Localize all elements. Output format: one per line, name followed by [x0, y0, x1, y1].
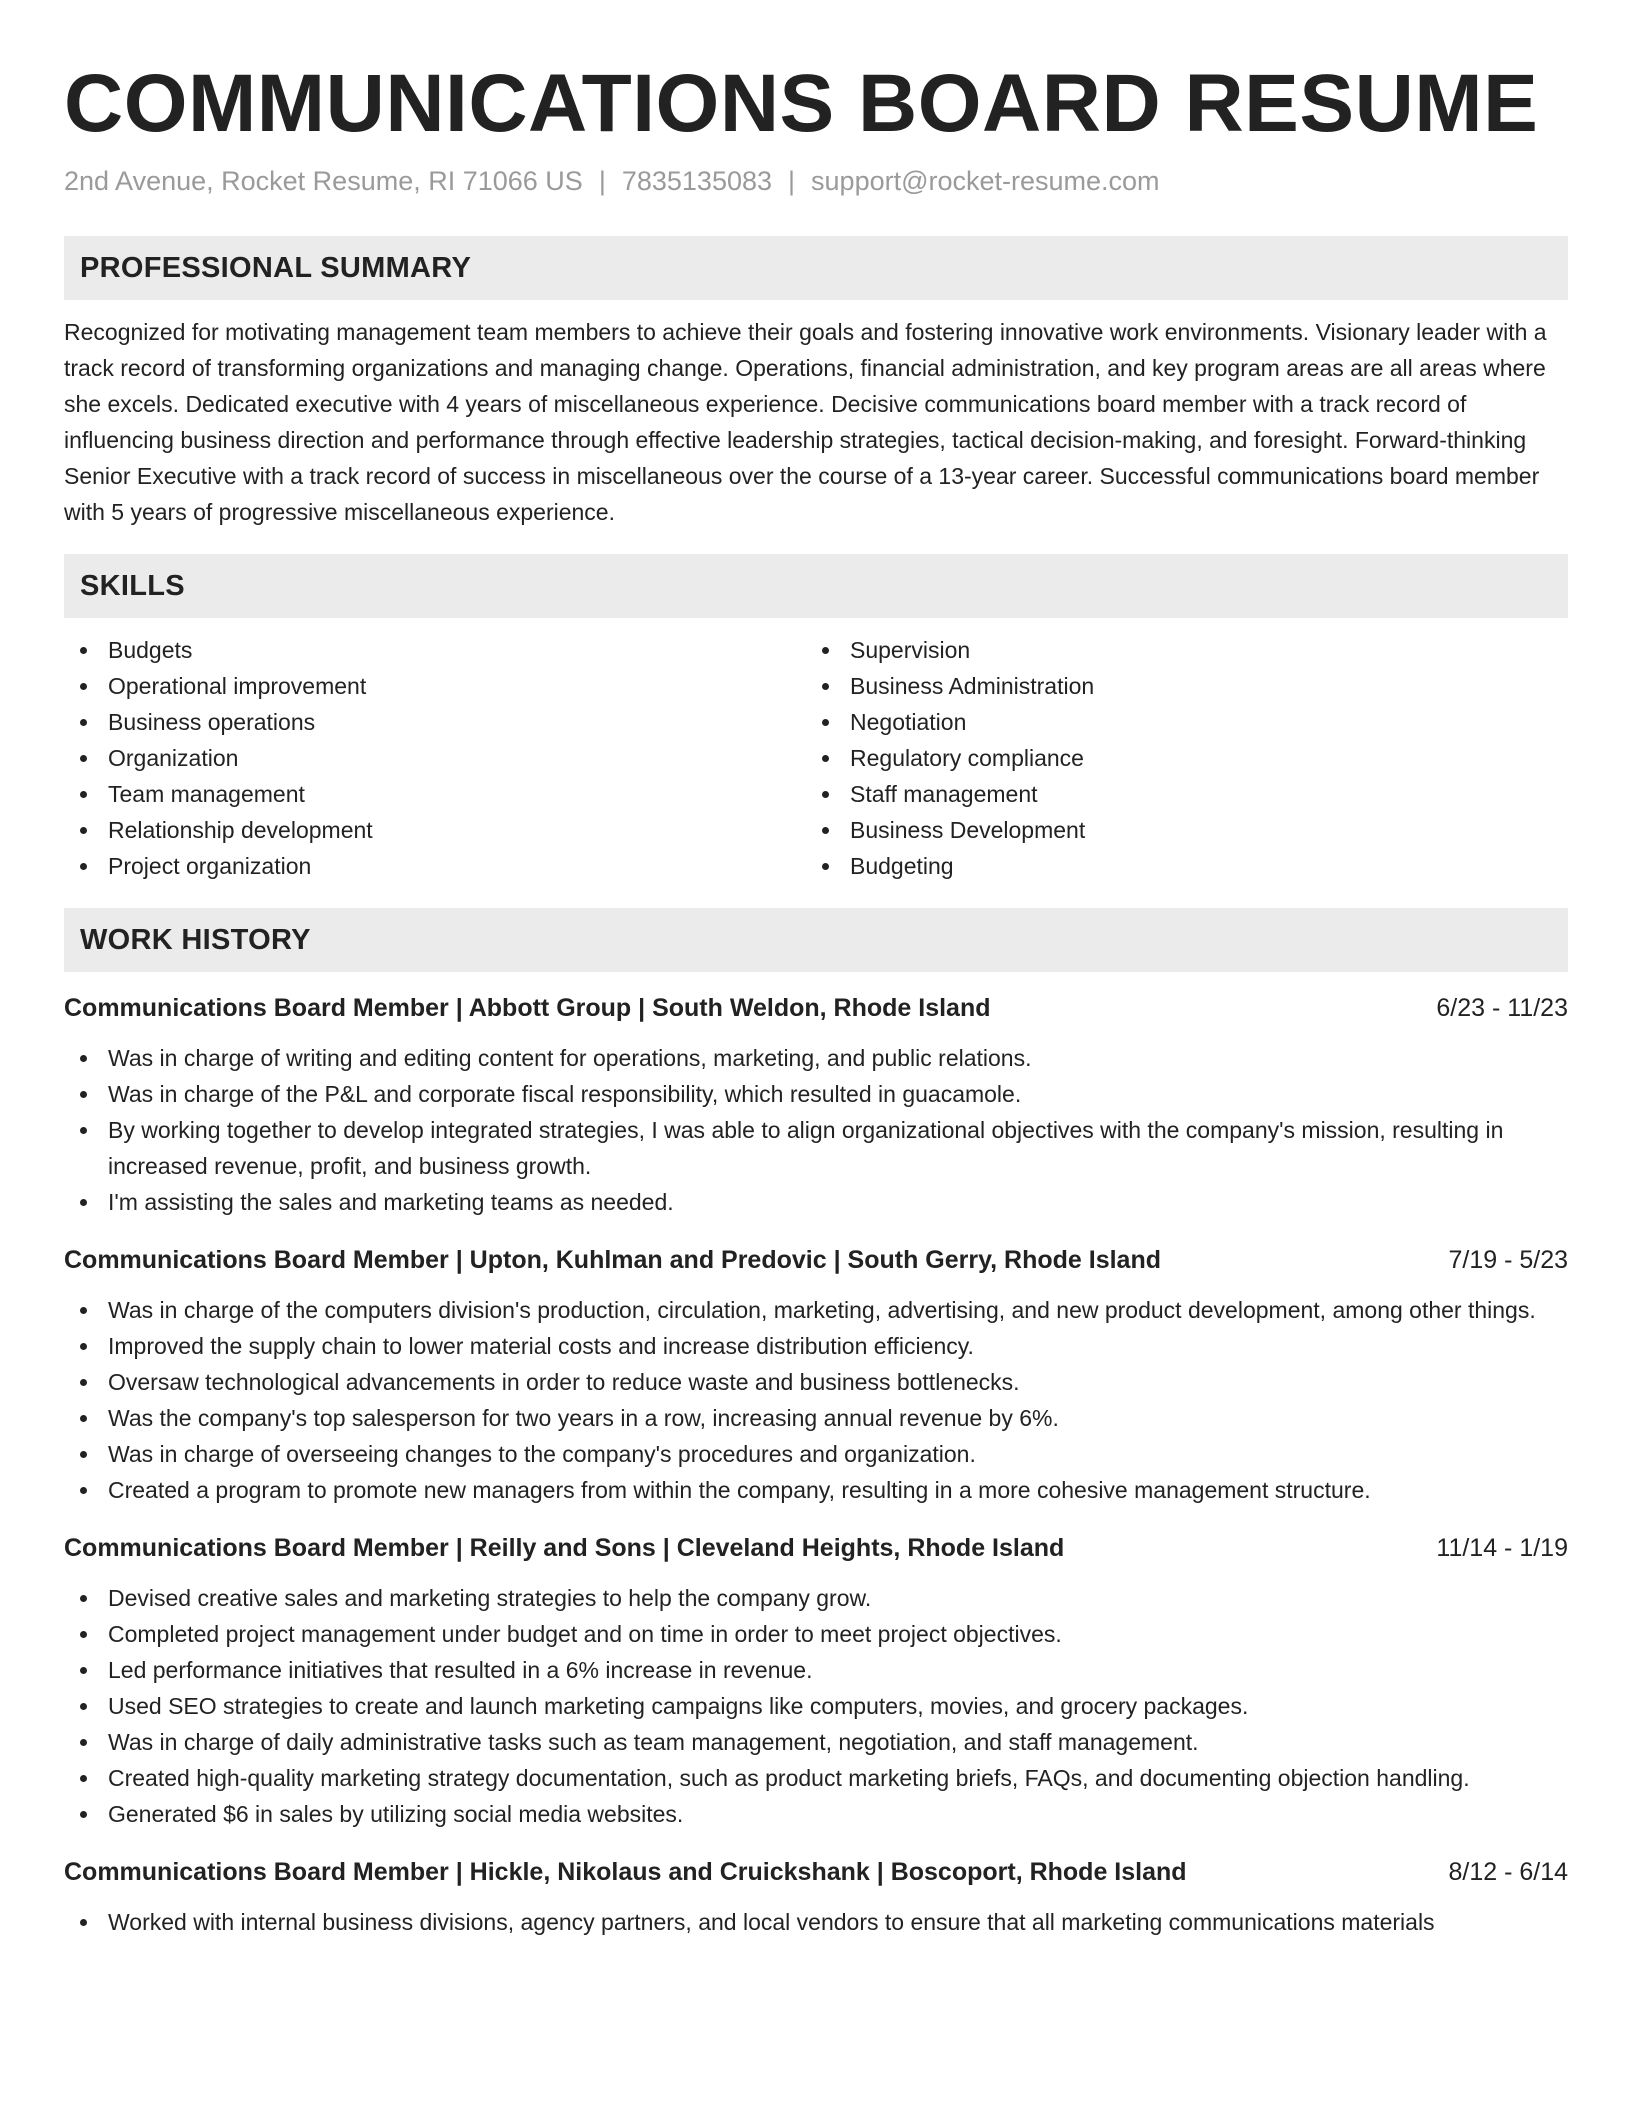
job-bullet: Generated $6 in sales by utilizing social media websites.	[64, 1796, 1568, 1832]
skill-item: Budgets	[64, 632, 806, 668]
skill-item: Organization	[64, 740, 806, 776]
job-bullet: Created high-quality marketing strategy documentation, such as product marketing briefs, FAQs, and documenting objection handling.	[64, 1760, 1568, 1796]
skill-item: Supervision	[806, 632, 1548, 668]
job-entry	[64, 1242, 1568, 1508]
job-bullet: Was in charge of overseeing changes to the company's procedures and organization.	[64, 1436, 1568, 1472]
job-dates: 6/23 - 11/23	[1436, 994, 1568, 1022]
skill-item: Staff management	[806, 776, 1548, 812]
job-bullet: Oversaw technological advancements in order to reduce waste and business bottlenecks.	[64, 1364, 1568, 1400]
job-bullets	[64, 1580, 1568, 1832]
contact-separator: |	[598, 166, 606, 196]
skill-item: Budgeting	[806, 848, 1548, 884]
contact-address: 2nd Avenue, Rocket Resume, RI 71066 US	[64, 166, 583, 196]
job-bullet: Was in charge of writing and editing content for operations, marketing, and public relations.	[64, 1040, 1568, 1076]
skill-item: Regulatory compliance	[806, 740, 1548, 776]
section-header-skills	[64, 554, 1568, 618]
job-header	[64, 1242, 1568, 1278]
job-entry	[64, 1854, 1568, 1940]
job-dates: 11/14 - 1/19	[1436, 1534, 1568, 1562]
job-bullet: Was in charge of the computers division's production, circulation, marketing, advertising, and new product development, among other things.	[64, 1292, 1568, 1328]
job-bullet: I'm assisting the sales and marketing teams as needed.	[64, 1184, 1568, 1220]
job-entry	[64, 990, 1568, 1220]
summary-paragraph: Recognized for motivating management team members to achieve their goals and fostering innovative work environments. Visionary leader with a track record of transforming organizations and managing change. Operations, financial administration, and key program areas are all areas where she excels. Dedicated executive with 4 years of miscellaneous experience. Decisive communications board member with a track record of influencing business direction and performance through effective leadership strategies, tactical decision-making, and foresight. Forward-thinking Senior Executive with a track record of success in miscellaneous over the course of a 13-year career. Successful communications board member with 5 years of progressive miscellaneous experience.	[64, 319, 1547, 525]
job-bullet: Led performance initiatives that resulted in a 6% increase in revenue.	[64, 1652, 1568, 1688]
resume-title: COMMUNICATIONS BOARD RESUME	[64, 58, 1539, 149]
job-bullet: By working together to develop integrated strategies, I was able to align organizational objectives with the company's mission, resulting in increased revenue, profit, and business growth.	[64, 1112, 1568, 1184]
contact-separator: |	[788, 166, 796, 196]
job-title: Communications Board Member | Reilly and Sons | Cleveland Heights, Rhode Island	[64, 1534, 1065, 1562]
job-header	[64, 990, 1568, 1026]
job-bullets	[64, 1904, 1568, 1940]
skill-item: Business Development	[806, 812, 1548, 848]
skill-item: Business Administration	[806, 668, 1548, 704]
job-bullet: Used SEO strategies to create and launch marketing campaigns like computers, movies, and grocery packages.	[64, 1688, 1568, 1724]
section-title-summary: PROFESSIONAL SUMMARY	[80, 251, 472, 284]
job-title: Communications Board Member | Upton, Kuhlman and Predovic | South Gerry, Rhode Island	[64, 1246, 1161, 1274]
job-header	[64, 1530, 1568, 1566]
section-title-work-history: WORK HISTORY	[80, 923, 311, 956]
section-header-summary	[64, 236, 1568, 300]
job-bullet: Was in charge of the P&L and corporate fiscal responsibility, which resulted in guacamole.	[64, 1076, 1568, 1112]
job-bullet: Was in charge of daily administrative tasks such as team management, negotiation, and staff management.	[64, 1724, 1568, 1760]
skills-grid	[64, 632, 1568, 884]
skill-item: Negotiation	[806, 704, 1548, 740]
skills-column-right	[806, 632, 1548, 884]
skill-item: Operational improvement	[64, 668, 806, 704]
job-bullets	[64, 1040, 1568, 1220]
job-dates: 8/12 - 6/14	[1448, 1858, 1568, 1886]
skill-item: Team management	[64, 776, 806, 812]
job-bullet: Improved the supply chain to lower material costs and increase distribution efficiency.	[64, 1328, 1568, 1364]
job-bullet: Worked with internal business divisions, agency partners, and local vendors to ensure that all marketing communications materials	[64, 1904, 1568, 1940]
skill-item: Relationship development	[64, 812, 806, 848]
skill-item: Project organization	[64, 848, 806, 884]
skill-item: Business operations	[64, 704, 806, 740]
job-title: Communications Board Member | Abbott Group | South Weldon, Rhode Island	[64, 994, 991, 1022]
job-dates: 7/19 - 5/23	[1448, 1246, 1568, 1274]
contact-email: support@rocket-resume.com	[811, 166, 1160, 196]
contact-phone: 7835135083	[621, 166, 773, 196]
section-title-skills: SKILLS	[80, 569, 185, 602]
job-bullets	[64, 1292, 1568, 1508]
resume-page	[64, 0, 1568, 1940]
contact-line	[64, 164, 1568, 198]
skills-column-left	[64, 632, 806, 884]
job-bullet: Created a program to promote new managers from within the company, resulting in a more cohesive management structure.	[64, 1472, 1568, 1508]
job-entry	[64, 1530, 1568, 1832]
job-bullet: Completed project management under budget and on time in order to meet project objectives.	[64, 1616, 1568, 1652]
job-header	[64, 1854, 1568, 1890]
job-title: Communications Board Member | Hickle, Nikolaus and Cruickshank | Boscoport, Rhode Island	[64, 1858, 1187, 1886]
job-bullet: Was the company's top salesperson for two years in a row, increasing annual revenue by 6%.	[64, 1400, 1568, 1436]
job-bullet: Devised creative sales and marketing strategies to help the company grow.	[64, 1580, 1568, 1616]
section-header-work-history	[64, 908, 1568, 972]
